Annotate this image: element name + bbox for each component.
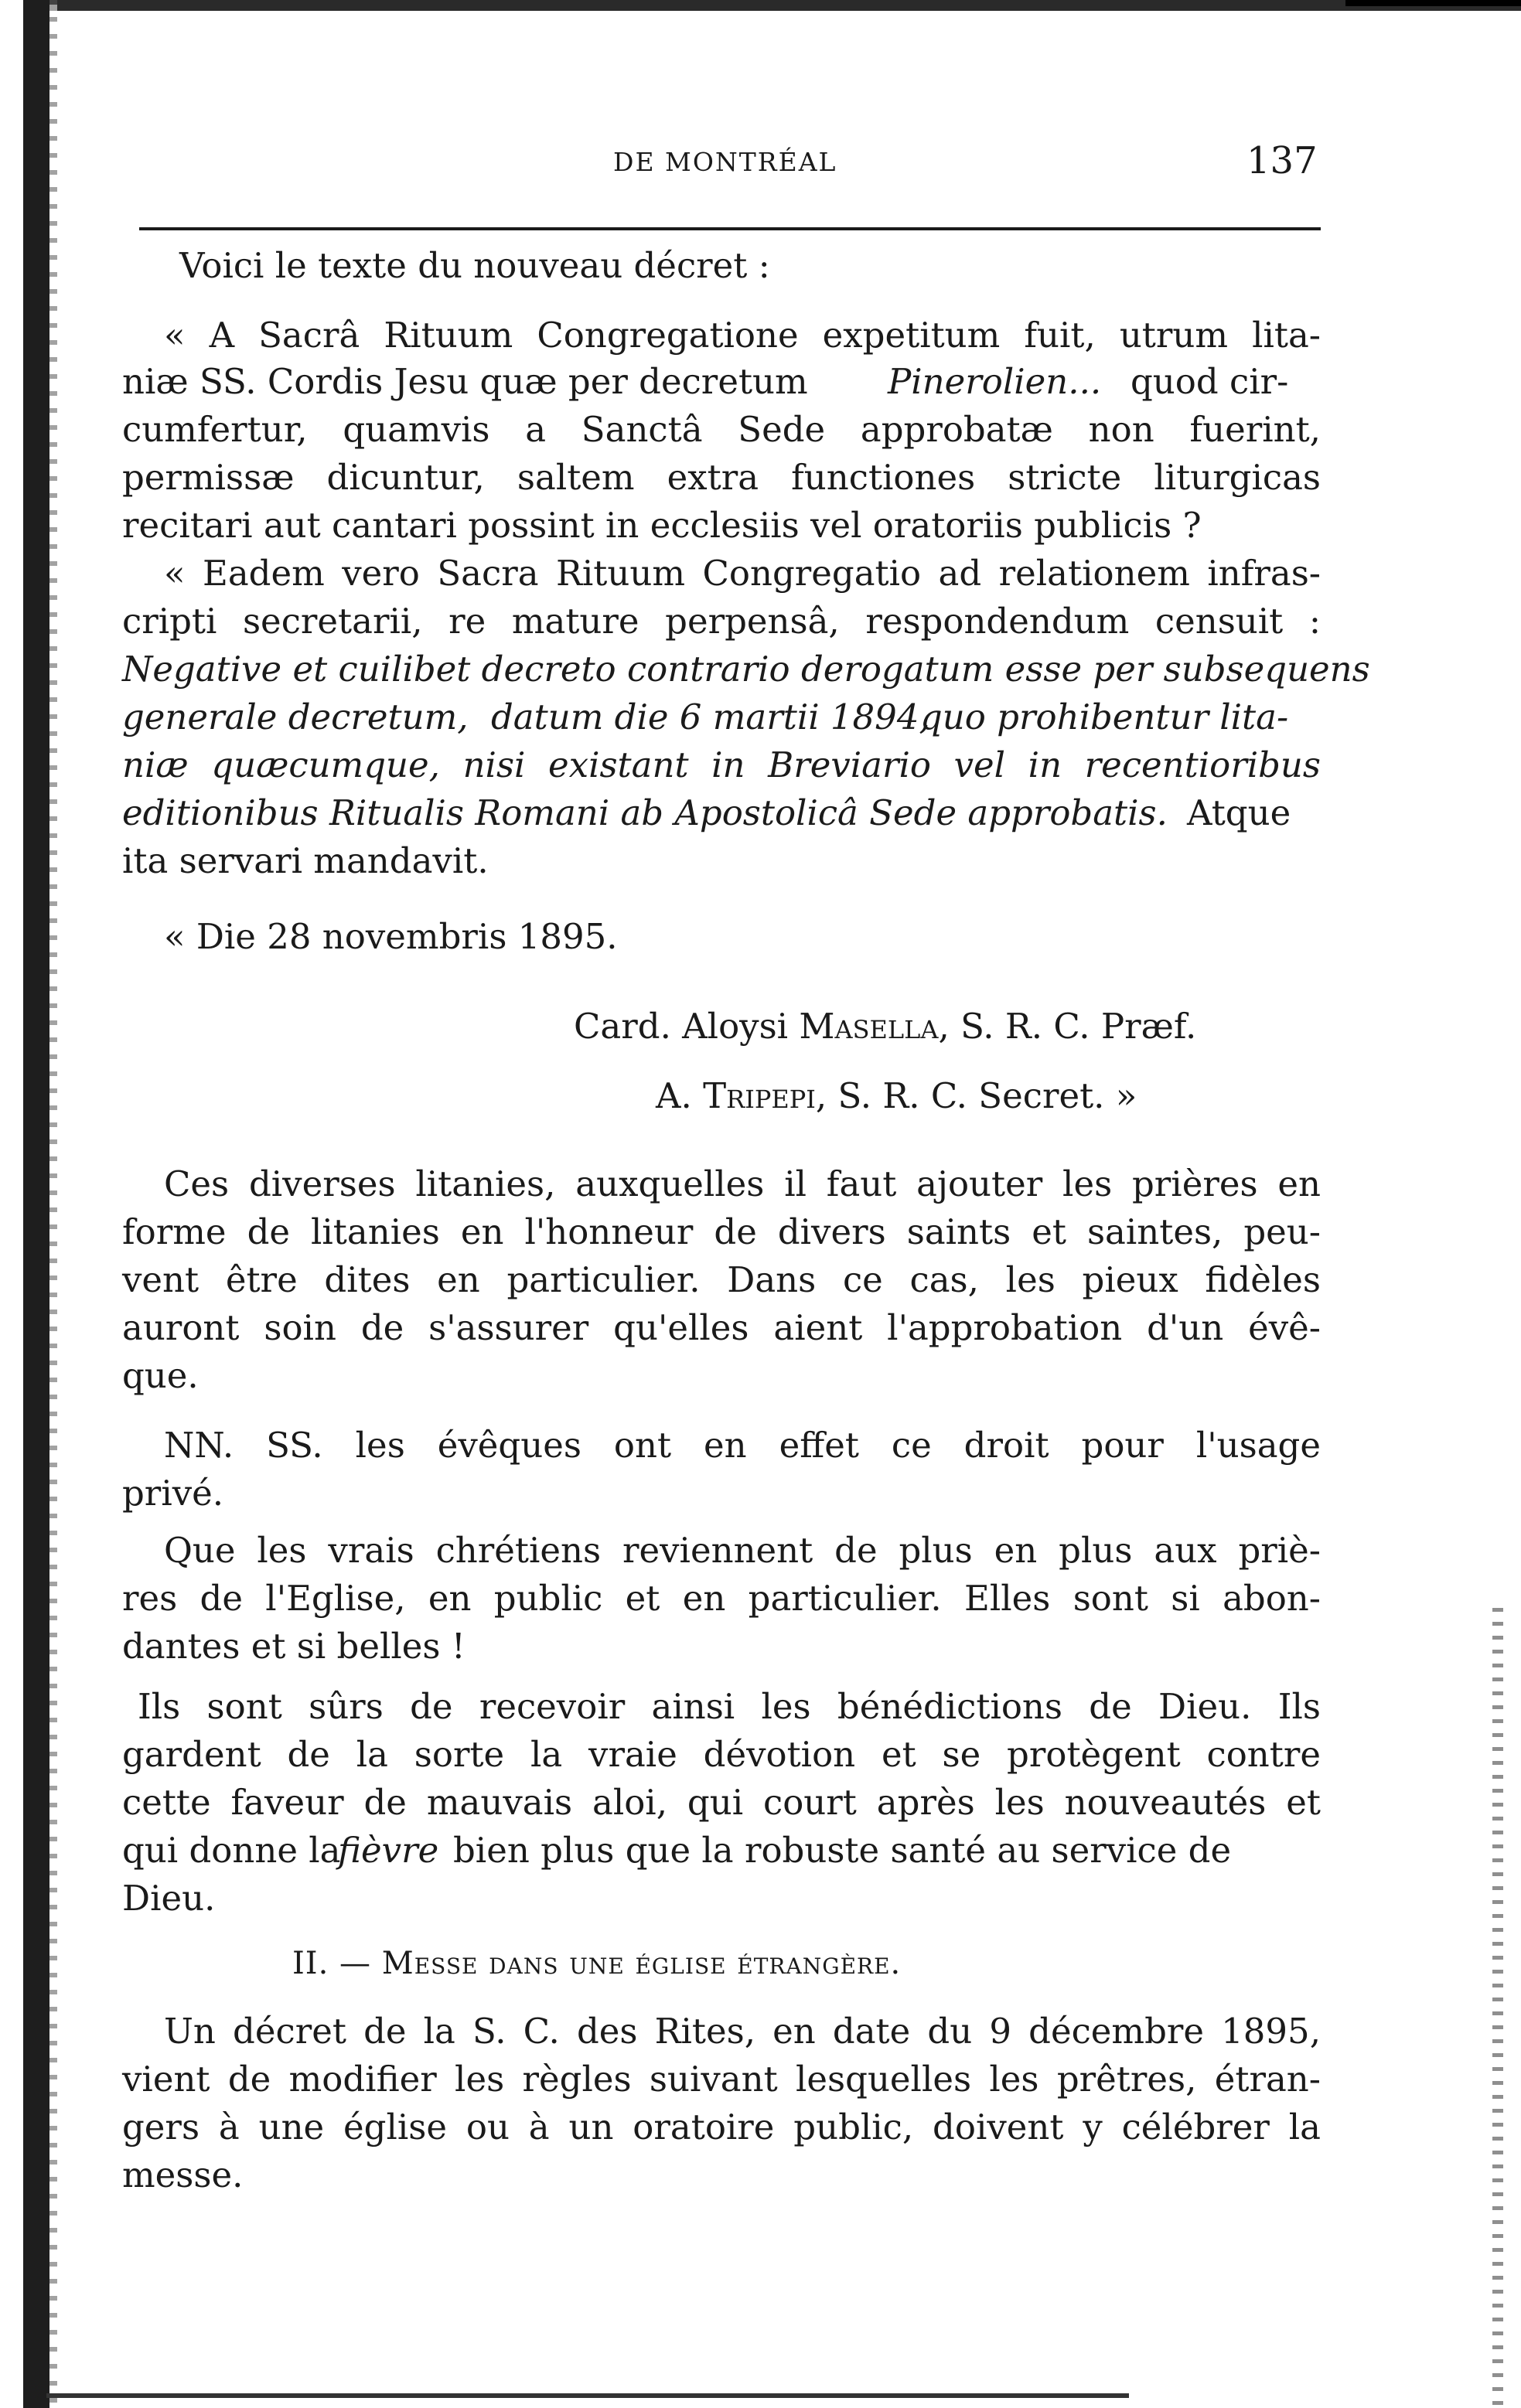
- decree-line: editionibus Ritualis Romani ab Apostolicâ Sede approbatis.: [122, 792, 1168, 833]
- paragraph-line: vent être dites en particulier. Dans ce cas, les pieux fidèles: [122, 1259, 1321, 1300]
- scan-edge-left: [23, 0, 49, 2408]
- paragraph-line: Un décret de la S. C. des Rites, en date du 9 décembre 1895,: [164, 2011, 1321, 2052]
- paragraph-line: forme de litanies en l'honneur de divers saints et saintes, peu-: [122, 1211, 1321, 1252]
- decree-line: Negative et cuilibet decreto contrario derogatum esse per subsequens: [122, 649, 1370, 690]
- scan-edge-right-marks: [1492, 1608, 1503, 2408]
- decree-line: « Eadem vero Sacra Rituum Congregatio ad relationem infras-: [164, 553, 1321, 594]
- paragraph-line: gardent de la sorte la vraie dévotion et se protègent contre: [122, 1734, 1321, 1775]
- decree-line: quod cir-: [1131, 361, 1289, 402]
- paragraph-line: privé.: [122, 1473, 224, 1514]
- decree-date: datum die 6 martii 1894,: [491, 697, 930, 737]
- scan-edge-top-right: [1345, 0, 1521, 6]
- decree-line: niæ quæcumque, nisi existant in Breviario vel in recentioribus: [122, 744, 1321, 785]
- paragraph-emphasis: fièvre: [338, 1830, 439, 1871]
- signature-secretary: A. Tripepi, S. R. C. Secret. »: [656, 1075, 1137, 1116]
- decree-line: generale decretum,: [122, 697, 469, 737]
- intro-line: Voici le texte du nouveau décret :: [179, 245, 770, 286]
- decree-line: recitari aut cantari possint in ecclesiis vel oratoriis publicis ?: [122, 505, 1202, 546]
- running-head: DE MONTRÉAL: [613, 147, 837, 177]
- decree-line: permissæ dicuntur, saltem extra functiones stricte liturgicas: [122, 457, 1321, 498]
- paragraph-line: vient de modifier les règles suivant lesquelles les prêtres, étran-: [122, 2059, 1321, 2100]
- section-heading: II. — Messe dans une église étrangère.: [292, 1946, 902, 1981]
- paragraph-line: messe.: [122, 2154, 244, 2195]
- paragraph-line: bien plus que la robuste santé au service de: [453, 1830, 1232, 1871]
- decree-citation: Pinerolien...: [888, 361, 1102, 402]
- paragraph-line: gers à une église ou à un oratoire public, doivent y célébrer la: [122, 2107, 1321, 2147]
- paragraph-line: Que les vrais chrétiens reviennent de plus en plus aux priè-: [164, 1530, 1321, 1571]
- decree-line: cripti secretarii, re mature perpensâ, respondendum censuit :: [122, 601, 1321, 642]
- paragraph-line: auront soin de s'assurer qu'elles aient l'approbation d'un évê-: [122, 1307, 1321, 1348]
- paragraph-line: cette faveur de mauvais aloi, qui court après les nouveautés et: [122, 1782, 1321, 1823]
- decree-line: Atque: [1187, 792, 1291, 833]
- paragraph-line: dantes et si belles !: [122, 1626, 466, 1667]
- scan-edge-top: [23, 0, 1521, 11]
- scan-edge-bottom: [46, 2393, 1129, 2398]
- paragraph-line: Ils sont sûrs de recevoir ainsi les bénédictions de Dieu. Ils: [138, 1686, 1321, 1727]
- decree-date-line: « Die 28 novembris 1895.: [164, 916, 618, 957]
- paragraph-line: NN. SS. les évêques ont en effet ce droit pour l'usage: [164, 1425, 1321, 1466]
- decree-line: « A Sacrâ Rituum Congregatione expetitum fuit, utrum lita-: [164, 315, 1321, 356]
- decree-line: niæ SS. Cordis Jesu quæ per decretum: [122, 361, 808, 402]
- header-rule: [139, 227, 1321, 230]
- scan-edge-left-marks: [49, 0, 57, 2408]
- page-number: 137: [1246, 139, 1318, 182]
- paragraph-line: que.: [122, 1355, 199, 1396]
- paragraph-line: qui donne la: [122, 1830, 341, 1871]
- decree-line: ita servari mandavit.: [122, 840, 489, 881]
- paragraph-line: Ces diverses litanies, auxquelles il faut ajouter les prières en: [164, 1163, 1321, 1204]
- signature-cardinal: Card. Aloysi Masella, S. R. C. Præf.: [574, 1006, 1197, 1047]
- paragraph-line: res de l'Eglise, en public et en particulier. Elles sont si abon-: [122, 1578, 1321, 1619]
- paragraph-line: Dieu.: [122, 1878, 216, 1919]
- decree-line: cumfertur, quamvis a Sanctâ Sede approbatæ non fuerint,: [122, 409, 1321, 450]
- decree-line: quo prohibentur lita-: [920, 697, 1289, 737]
